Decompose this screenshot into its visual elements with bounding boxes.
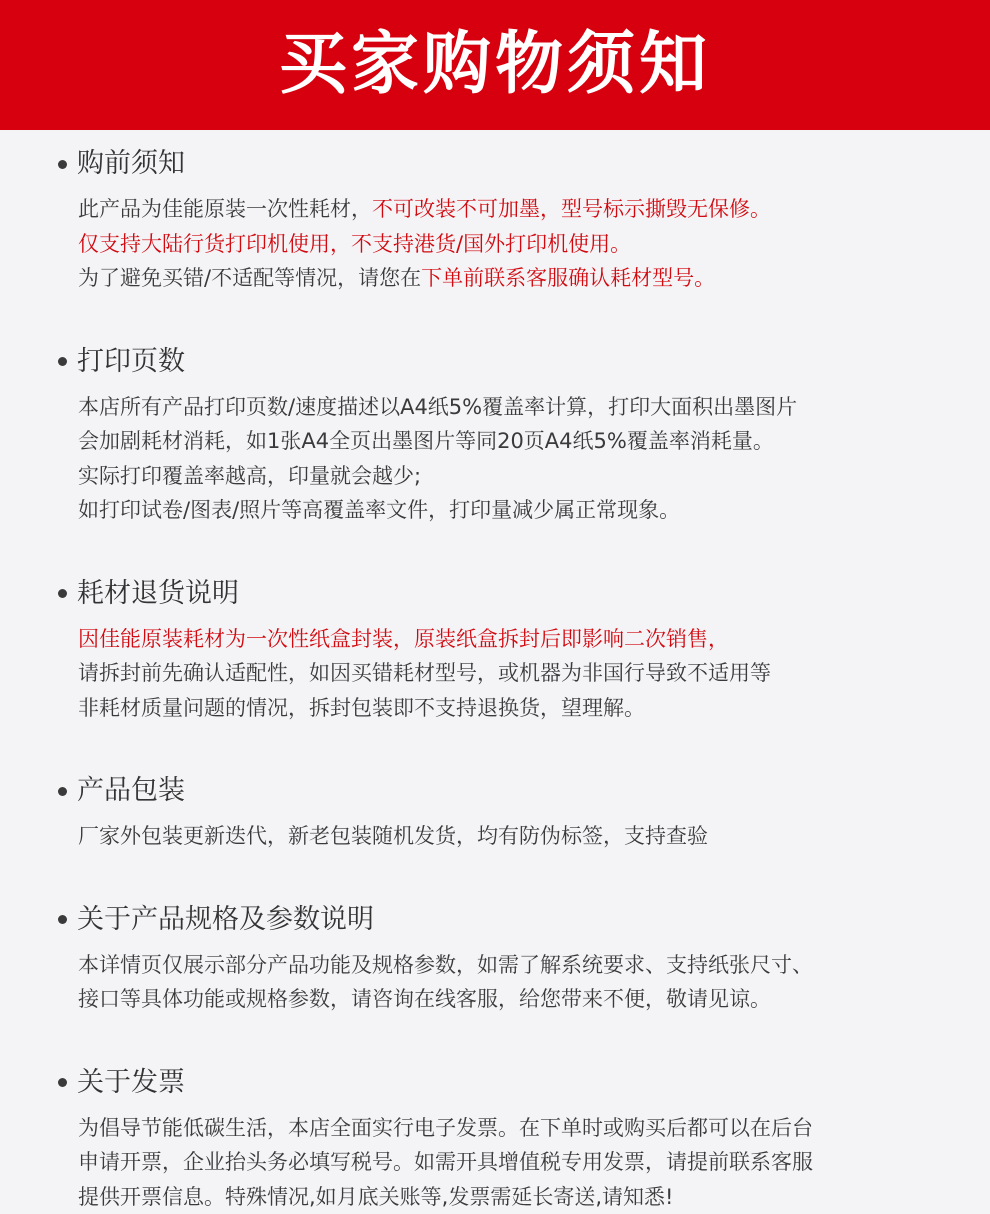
body-line xyxy=(78,227,958,262)
body-line xyxy=(78,622,958,657)
section-title: 购前须知 xyxy=(77,144,185,184)
header-banner xyxy=(0,0,990,130)
bullet-dot-icon xyxy=(58,915,67,924)
body-text: 请拆封前先确认适配性，如因买错耗材型号，或机器为非国行导致不适用等 xyxy=(78,661,771,685)
section-body xyxy=(78,390,958,528)
body-line xyxy=(78,656,958,691)
body-text: 非耗材质量问题的情况，拆封包装即不支持退换货，望理解。 xyxy=(78,696,645,720)
notice-section xyxy=(0,771,990,854)
notice-section xyxy=(0,900,990,1017)
bullet-dot-icon xyxy=(58,1078,67,1087)
notice-section xyxy=(0,144,990,296)
body-text: 提供开票信息。特殊情况,如月底关账等,发票需延长寄送,请知悉! xyxy=(78,1185,673,1209)
section-title: 产品包装 xyxy=(77,771,185,811)
body-text: 本详情页仅展示部分产品功能及规格参数，如需了解系统要求、支持纸张尺寸、 xyxy=(78,953,813,977)
body-line xyxy=(78,261,958,296)
body-line xyxy=(78,1111,958,1146)
section-header xyxy=(58,1063,990,1103)
body-line xyxy=(78,424,958,459)
highlight-text: 仅支持大陆行货打印机使用，不支持港货/国外打印机使用。 xyxy=(78,232,631,256)
section-header xyxy=(58,900,990,940)
section-header xyxy=(58,771,990,811)
body-line xyxy=(78,948,958,983)
notice-content xyxy=(0,130,990,1214)
notice-section xyxy=(0,574,990,726)
section-body xyxy=(78,1111,958,1214)
body-line xyxy=(78,459,958,494)
body-line xyxy=(78,390,958,425)
body-line xyxy=(78,493,958,528)
section-header xyxy=(58,574,990,614)
bullet-dot-icon xyxy=(58,589,67,598)
highlight-text: 因佳能原装耗材为一次性纸盒封装，原装纸盒拆封后即影响二次销售， xyxy=(78,627,729,651)
body-text: 为了避免买错/不适配等情况，请您在 xyxy=(78,266,421,290)
section-header xyxy=(58,144,990,184)
section-title: 打印页数 xyxy=(77,342,185,382)
section-title: 耗材退货说明 xyxy=(77,574,239,614)
highlight-text: 下单前联系客服确认耗材型号。 xyxy=(421,266,715,290)
section-body xyxy=(78,819,958,854)
section-body xyxy=(78,948,958,1017)
body-text: 申请开票，企业抬头务必填写税号。如需开具增值税专用发票，请提前联系客服 xyxy=(78,1150,813,1174)
section-title: 关于发票 xyxy=(77,1063,185,1103)
section-body xyxy=(78,192,958,296)
notice-section xyxy=(0,342,990,528)
body-text: 此产品为佳能原装一次性耗材， xyxy=(78,197,372,221)
body-line xyxy=(78,192,958,227)
page-title: 买家购物须知 xyxy=(279,31,711,99)
body-line xyxy=(78,1180,958,1214)
notice-section xyxy=(0,1063,990,1214)
body-line xyxy=(78,1145,958,1180)
body-text: 本店所有产品打印页数/速度描述以A4纸5%覆盖率计算，打印大面积出墨图片 xyxy=(78,395,797,419)
section-header xyxy=(58,342,990,382)
highlight-text: 不可改装不可加墨，型号标示撕毁无保修。 xyxy=(372,197,771,221)
body-text: 厂家外包装更新迭代，新老包装随机发货，均有防伪标签，支持查验 xyxy=(78,824,708,848)
body-text: 实际打印覆盖率越高，印量就会越少; xyxy=(78,464,421,488)
bullet-dot-icon xyxy=(58,787,67,796)
body-text: 为倡导节能低碳生活，本店全面实行电子发票。在下单时或购买后都可以在后台 xyxy=(78,1116,813,1140)
section-body xyxy=(78,622,958,726)
body-line xyxy=(78,982,958,1017)
body-line xyxy=(78,819,958,854)
body-line xyxy=(78,691,958,726)
body-text: 如打印试卷/图表/照片等高覆盖率文件，打印量减少属正常现象。 xyxy=(78,498,680,522)
body-text: 会加剧耗材消耗，如1张A4全页出墨图片等同20页A4纸5%覆盖率消耗量。 xyxy=(78,429,774,453)
body-text: 接口等具体功能或规格参数，请咨询在线客服，给您带来不便，敬请见谅。 xyxy=(78,987,771,1011)
bullet-dot-icon xyxy=(58,160,67,169)
bullet-dot-icon xyxy=(58,357,67,366)
section-title: 关于产品规格及参数说明 xyxy=(77,900,374,940)
